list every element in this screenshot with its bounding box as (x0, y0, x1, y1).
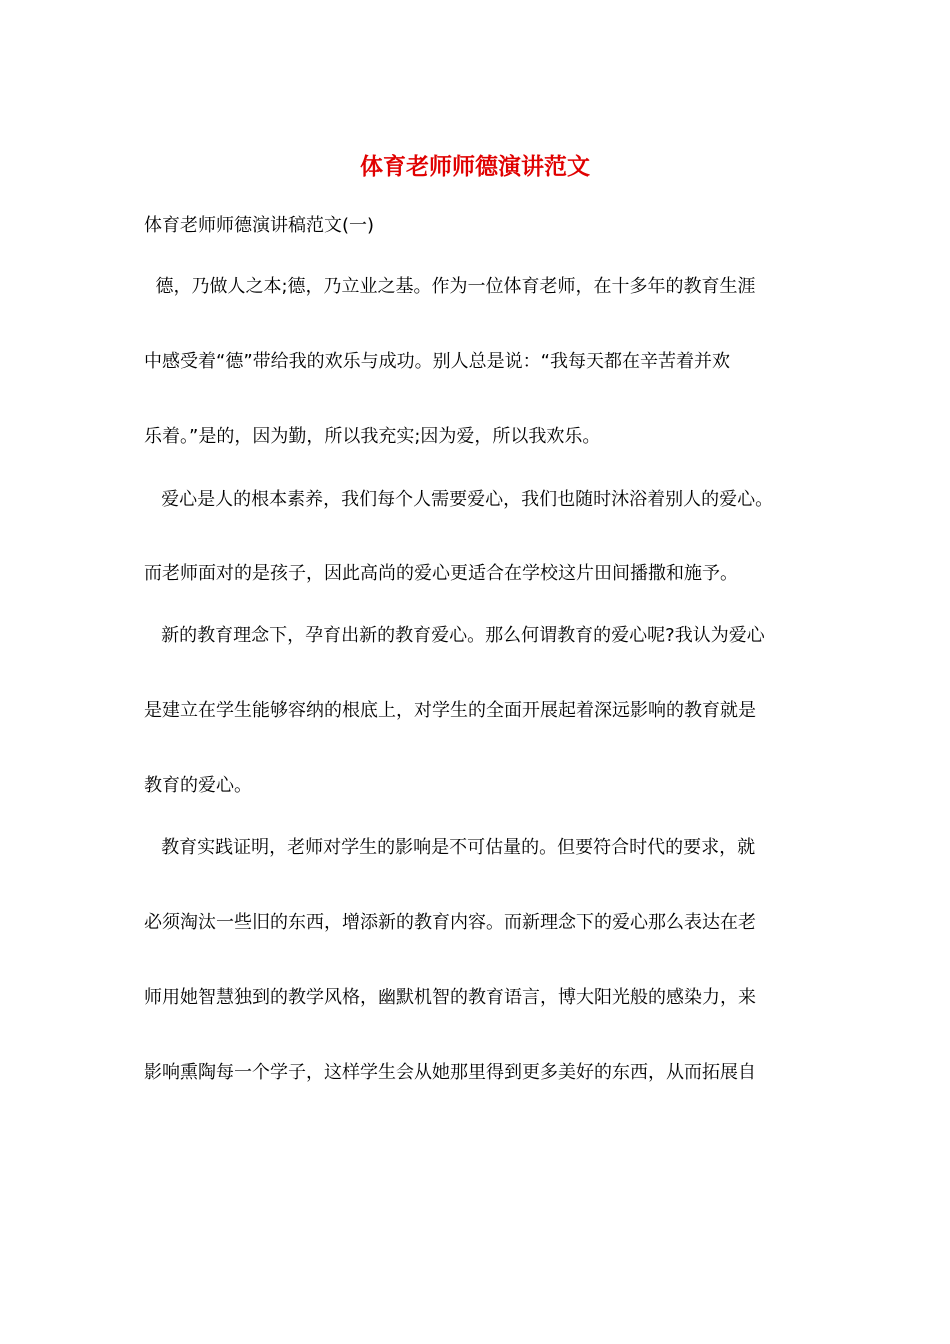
body-line: 爱心是人的根本素养，我们每个人需要爱心，我们也随时沐浴着别人的爱心。 (144, 489, 774, 510)
body-line: 影响熏陶每一个学子，这样学生会从她那里得到更多美好的东西，从而拓展自 (144, 1062, 756, 1083)
body-line: 师用她智慧独到的教学风格，幽默机智的教育语言，博大阳光般的感染力，来 (144, 987, 756, 1008)
body-line: 教育的爱心。 (144, 775, 252, 796)
body-line: 而老师面对的是孩子，因此高尚的爱心更适合在学校这片田间播撒和施予。 (144, 563, 738, 584)
body-line: 乐着。”是的，因为勤，所以我充实;因为爱，所以我欢乐。 (144, 426, 601, 447)
document-title: 体育老师师德演讲范文 (360, 153, 590, 180)
body-line: 是建立在学生能够容纳的根底上，对学生的全面开展起着深远影响的教育就是 (144, 700, 756, 721)
document-subtitle: 体育老师师德演讲稿范文(一) (144, 215, 375, 236)
body-line: 德，乃做人之本;德，乃立业之基。作为一位体育老师，在十多年的教育生涯 (144, 276, 756, 297)
body-line: 必须淘汰一些旧的东西，增添新的教育内容。而新理念下的爱心那么表达在老 (144, 912, 756, 933)
body-line: 教育实践证明，老师对学生的影响是不可估量的。但要符合时代的要求，就 (144, 837, 756, 858)
body-line: 中感受着“德”带给我的欢乐与成功。别人总是说：“我每天都在辛苦着并欢 (144, 351, 730, 372)
body-line: 新的教育理念下，孕育出新的教育爱心。那么何谓教育的爱心呢?我认为爱心 (144, 625, 765, 646)
